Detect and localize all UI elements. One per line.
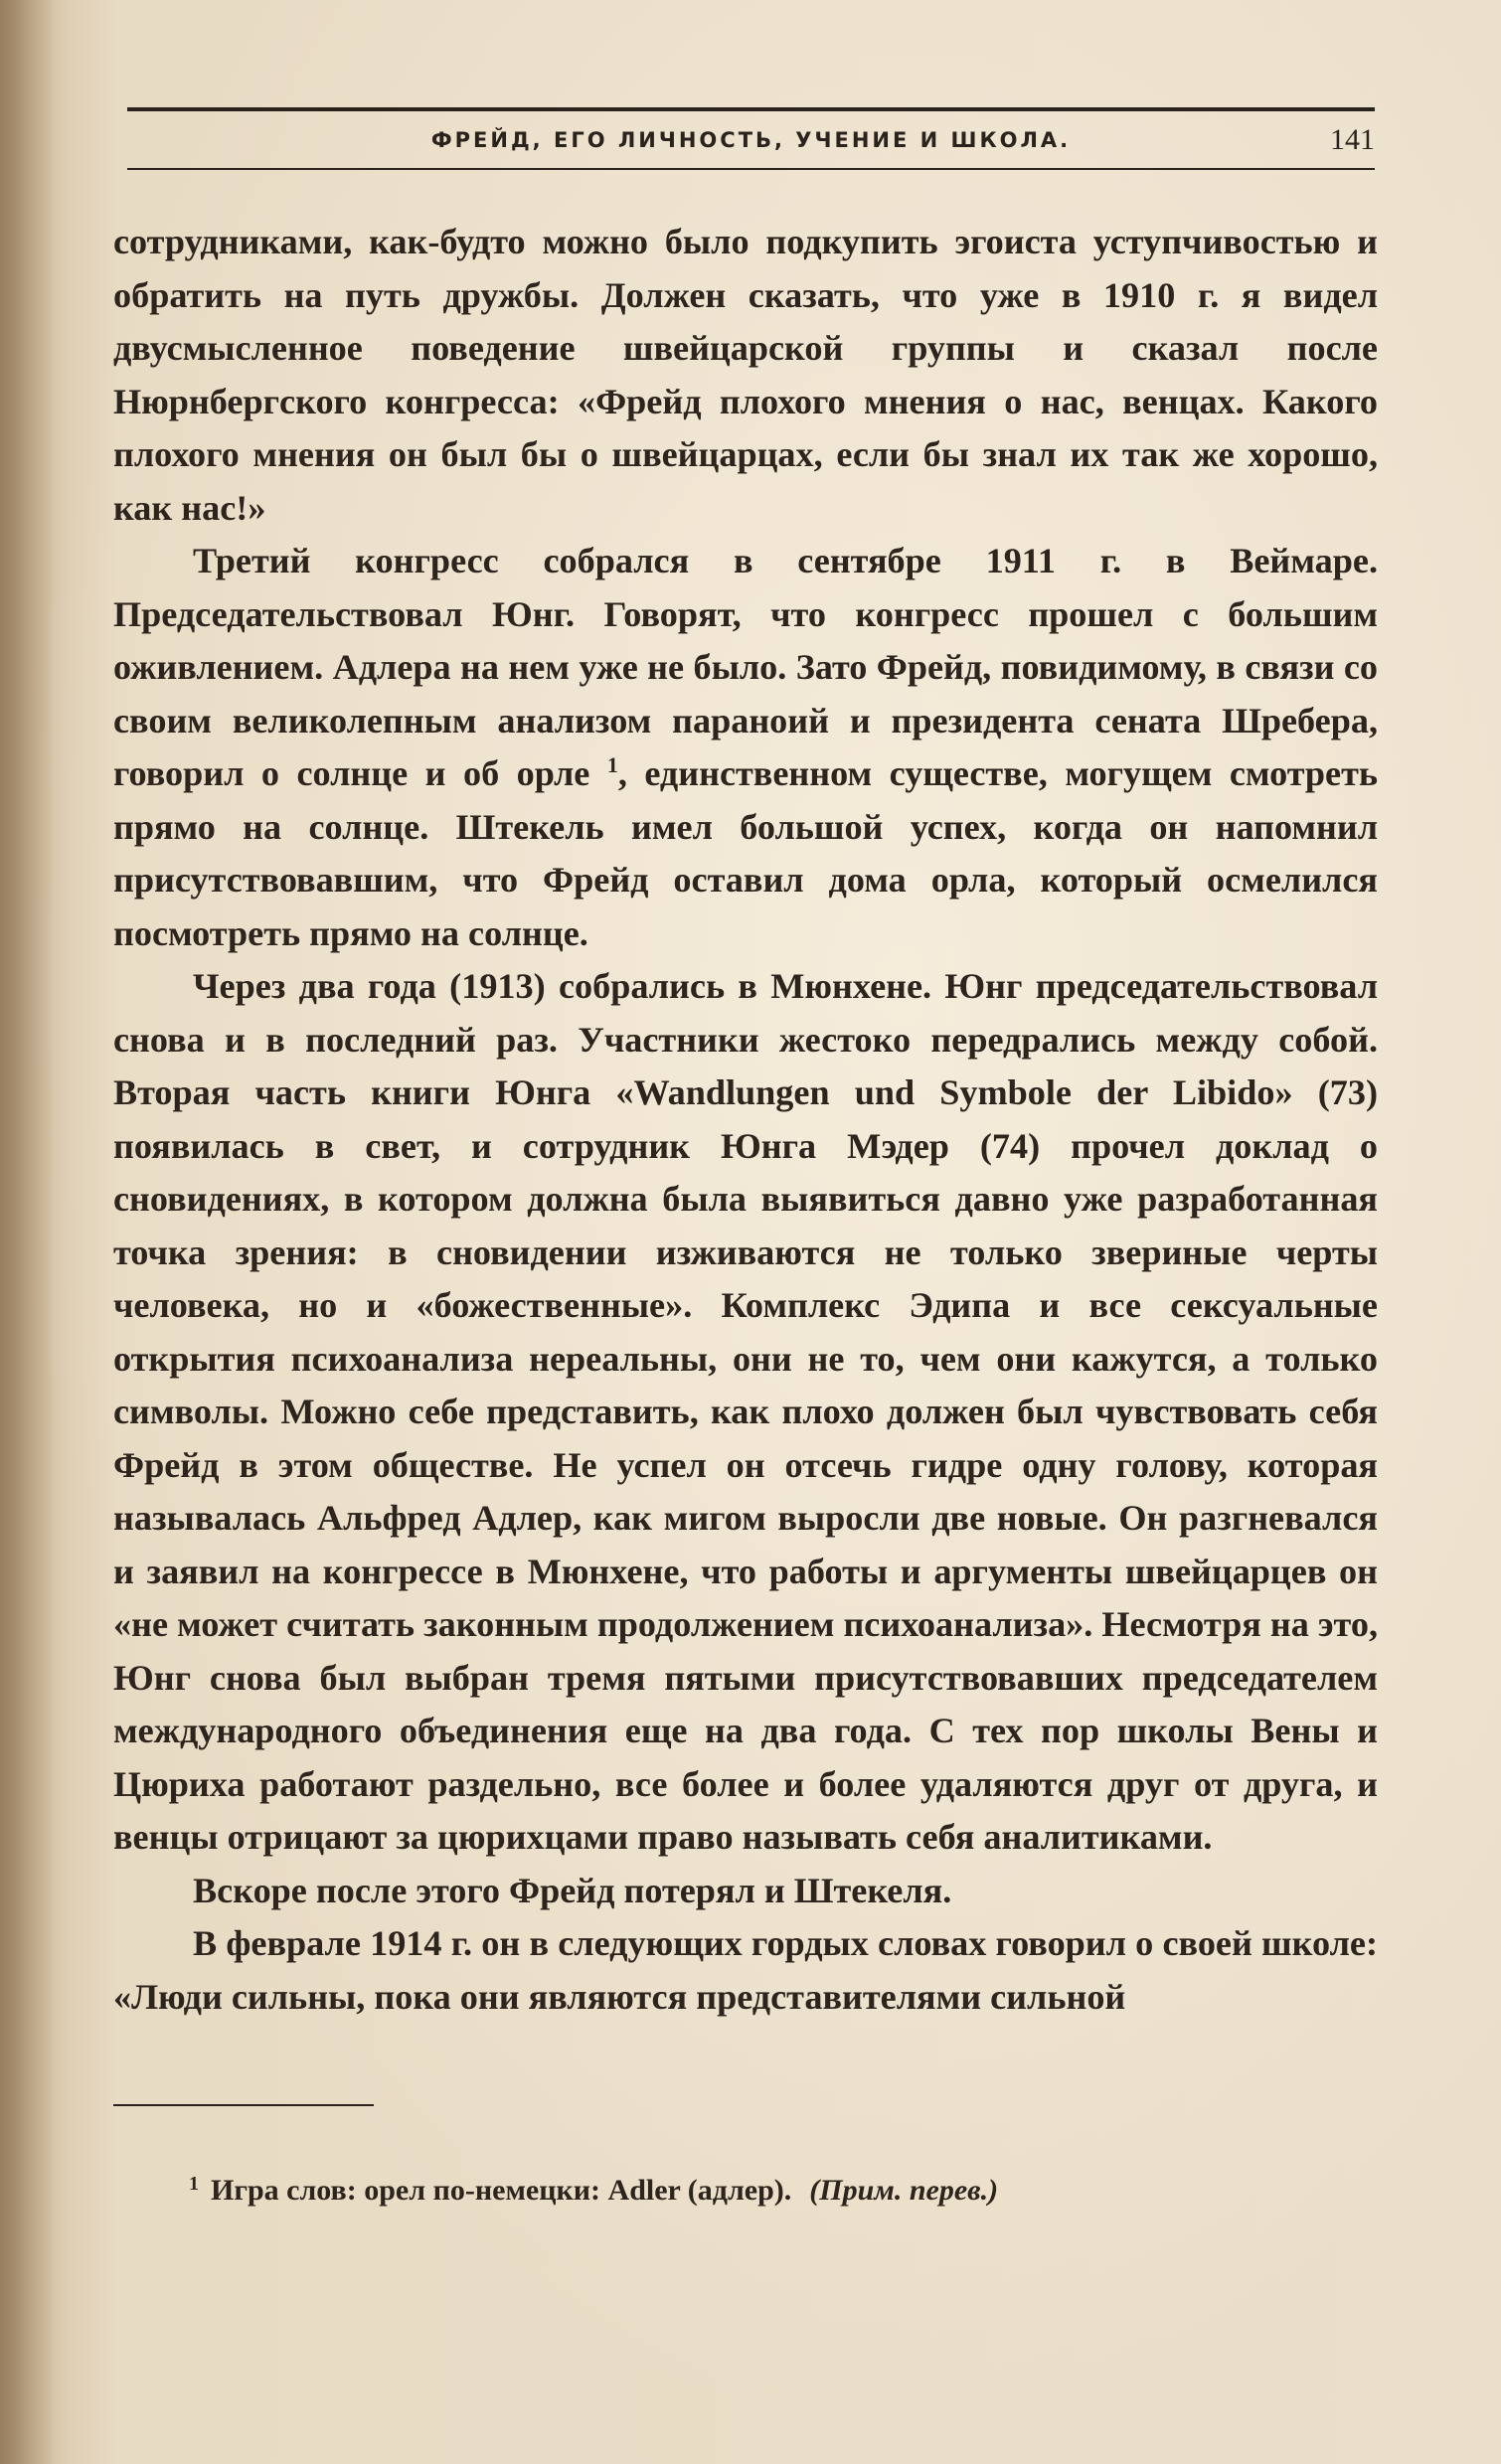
footnote-text: Игра слов: орел по-немецки: Adler (адлер). (211, 2174, 792, 2207)
paragraph-4: Вскоре после этого Фрейд потерял и Штекеля. (193, 1870, 952, 1910)
footnote-rule (113, 2104, 374, 2106)
paragraph-5: В феврале 1914 г. он в следующих гордых словах говорил о своей школе: «Люди сильны, пока они являются представителями сильной (113, 1923, 1378, 2017)
footnote-reference: 1 (606, 751, 618, 777)
paragraph-1: сотрудниками, как-будто можно было подкупить эгоиста уступчивостью и обратить на путь дружбы. Должен сказать, что уже в 1910 г. я видел двусмысленное поведение швейцарской группы и сказал после Нюрнбергского конгресса: «Фрейд плохого мнения о нас, венцах. Какого плохого мнения он был бы о швейцарцах, если бы знал их так же хорошо, как нас!» (113, 222, 1378, 528)
paragraph-3: Через два года (1913) собрались в Мюнхене. Юнг председательствовал снова и в последний раз. Участники жестоко передрались между собой. Вторая часть книги Юнга «Wandlungen und Symbole der Libido» (73) появилась в свет, и сотрудник Юнга Мэдер (74) прочел доклад о сновидениях, в котором должна была выявиться давно уже разработанная точка зрения: в сновидении изживаются не только звериные черты человека, но и «божественные». Комплекс Эдипа и все сексуальные открытия психоанализа нереальны, они не то, чем они кажутся, а только символы. Можно себе представить, как плохо должен был чувствовать себя Фрейд в этом обществе. Не успел он отсечь гидре одну голову, которая называлась Альфред Адлер, как мигом выросли две новые. Он разгневался и заявил на конгрессе в Мюнхене, что работы и аргументы швейцарцев он «не может считать законным продолжением психоанализа». Несмотря на это, Юнг снова был выбран тремя пятыми присутствовавших председателем международного объединения еще на два года. С тех пор школы Вены и Цюриха работают раздельно, все более и более удаляются друг от друга, и венцы отрицают за цюрихцами право называть себя аналитиками. (113, 966, 1378, 1857)
body-text (113, 216, 1378, 2024)
footnote (189, 2171, 1332, 2214)
footnote-translator-note: (Прим. перев.) (809, 2174, 999, 2207)
footnote-mark: 1 (189, 2173, 199, 2195)
page-number: 141 (1330, 123, 1375, 156)
running-head (127, 122, 1375, 158)
running-title: ФРЕЙД, ЕГО ЛИЧНОСТЬ, УЧЕНИЕ И ШКОЛА. (430, 128, 1072, 152)
paragraph-2-text-before: Третий конгресс собрался в сентябре 1911 г. в Веймаре. Председательствовал Юнг. Говорят, что конгресс прошел с большим оживлением. Адлера на нем уже не было. Зато Фрейд, повидимому, в связи со своим великолепным анализом параноий и президента сената Шребера, говорил о солнце и об орле (113, 541, 1378, 793)
header-rule-bottom (127, 168, 1375, 170)
paragraph-2-text-after: , единственном существе, могущем смотреть прямо на солнце. Штекель имел большой успех, когда он напомнил присутствовавшим, что Фрейд оставил дома орла, который осмелился посмотреть прямо на солнце. (113, 753, 1379, 953)
header-rule-top (127, 107, 1375, 111)
paragraph-2 (113, 535, 1378, 960)
spine-shadow (0, 0, 55, 2464)
